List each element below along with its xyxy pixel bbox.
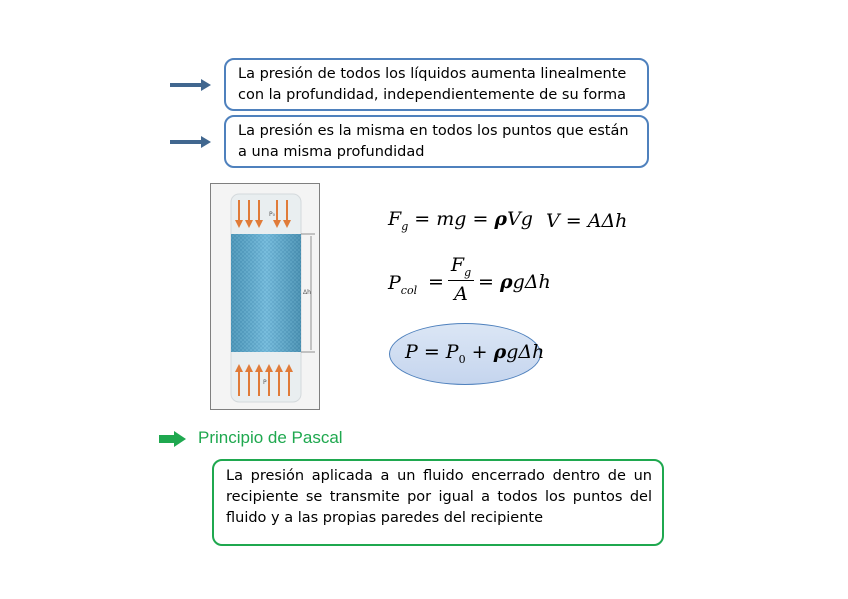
- statement-line: La presión aplicada a un fluido encerrado dentro de un: [226, 468, 652, 484]
- eq-symbol: P: [388, 272, 401, 294]
- eq-part: V = AΔh: [546, 210, 628, 232]
- fraction-bar: [448, 280, 474, 281]
- arrow-right-icon: [159, 431, 187, 447]
- fluid-column-diagram: [211, 184, 319, 409]
- eq-rho: ρ: [494, 208, 508, 230]
- label-height: Δh: [303, 289, 311, 296]
- label-bottom-pressure: P: [263, 379, 267, 386]
- arrow-right-icon: [170, 135, 212, 149]
- statement-line: La presión es la misma en todos los puntos que están: [238, 123, 629, 139]
- statement-line: La presión de todos los líquidos aumenta linealmente: [238, 66, 627, 82]
- statement-line: fluido y a las propias paredes del recipiente: [226, 510, 544, 526]
- eq-subscript: g: [401, 219, 409, 233]
- arrow-right-icon: [170, 78, 212, 92]
- pascal-statement: [212, 459, 664, 546]
- eq-operator: =: [428, 271, 444, 293]
- label-top-pressure: P₀: [269, 211, 276, 218]
- eq-denominator: A: [454, 283, 468, 305]
- equation-weight: [388, 208, 533, 233]
- equation-volume: [546, 210, 627, 232]
- eq-part: gΔh: [512, 271, 551, 293]
- statement-line: con la profundidad, independientemente de su forma: [238, 87, 626, 103]
- eq-rho: ρ: [499, 271, 513, 293]
- equation-total-pressure: [405, 341, 544, 366]
- eq-subscript: 0: [458, 352, 466, 366]
- eq-part: = mg =: [408, 208, 495, 230]
- eq-part: P = P: [405, 341, 459, 363]
- statement-linear-depth: [224, 58, 649, 111]
- eq-symbol: F: [388, 208, 402, 230]
- pascal-heading: Principio de Pascal: [198, 428, 343, 447]
- statement-line: a una misma profundidad: [238, 144, 425, 160]
- eq-numerator: F: [450, 254, 465, 276]
- fluid-column-figure: [210, 183, 320, 410]
- eq-rho: ρ: [493, 341, 507, 363]
- eq-part: =: [478, 271, 500, 293]
- eq-subscript: col: [400, 283, 418, 297]
- statement-same-depth: [224, 115, 649, 168]
- eq-operator: +: [465, 341, 494, 363]
- statement-line: recipiente se transmite por igual a todos los puntos del: [226, 489, 652, 505]
- eq-subscript: g: [464, 265, 472, 279]
- eq-part: gΔh: [506, 341, 545, 363]
- eq-part: Vg: [507, 208, 533, 230]
